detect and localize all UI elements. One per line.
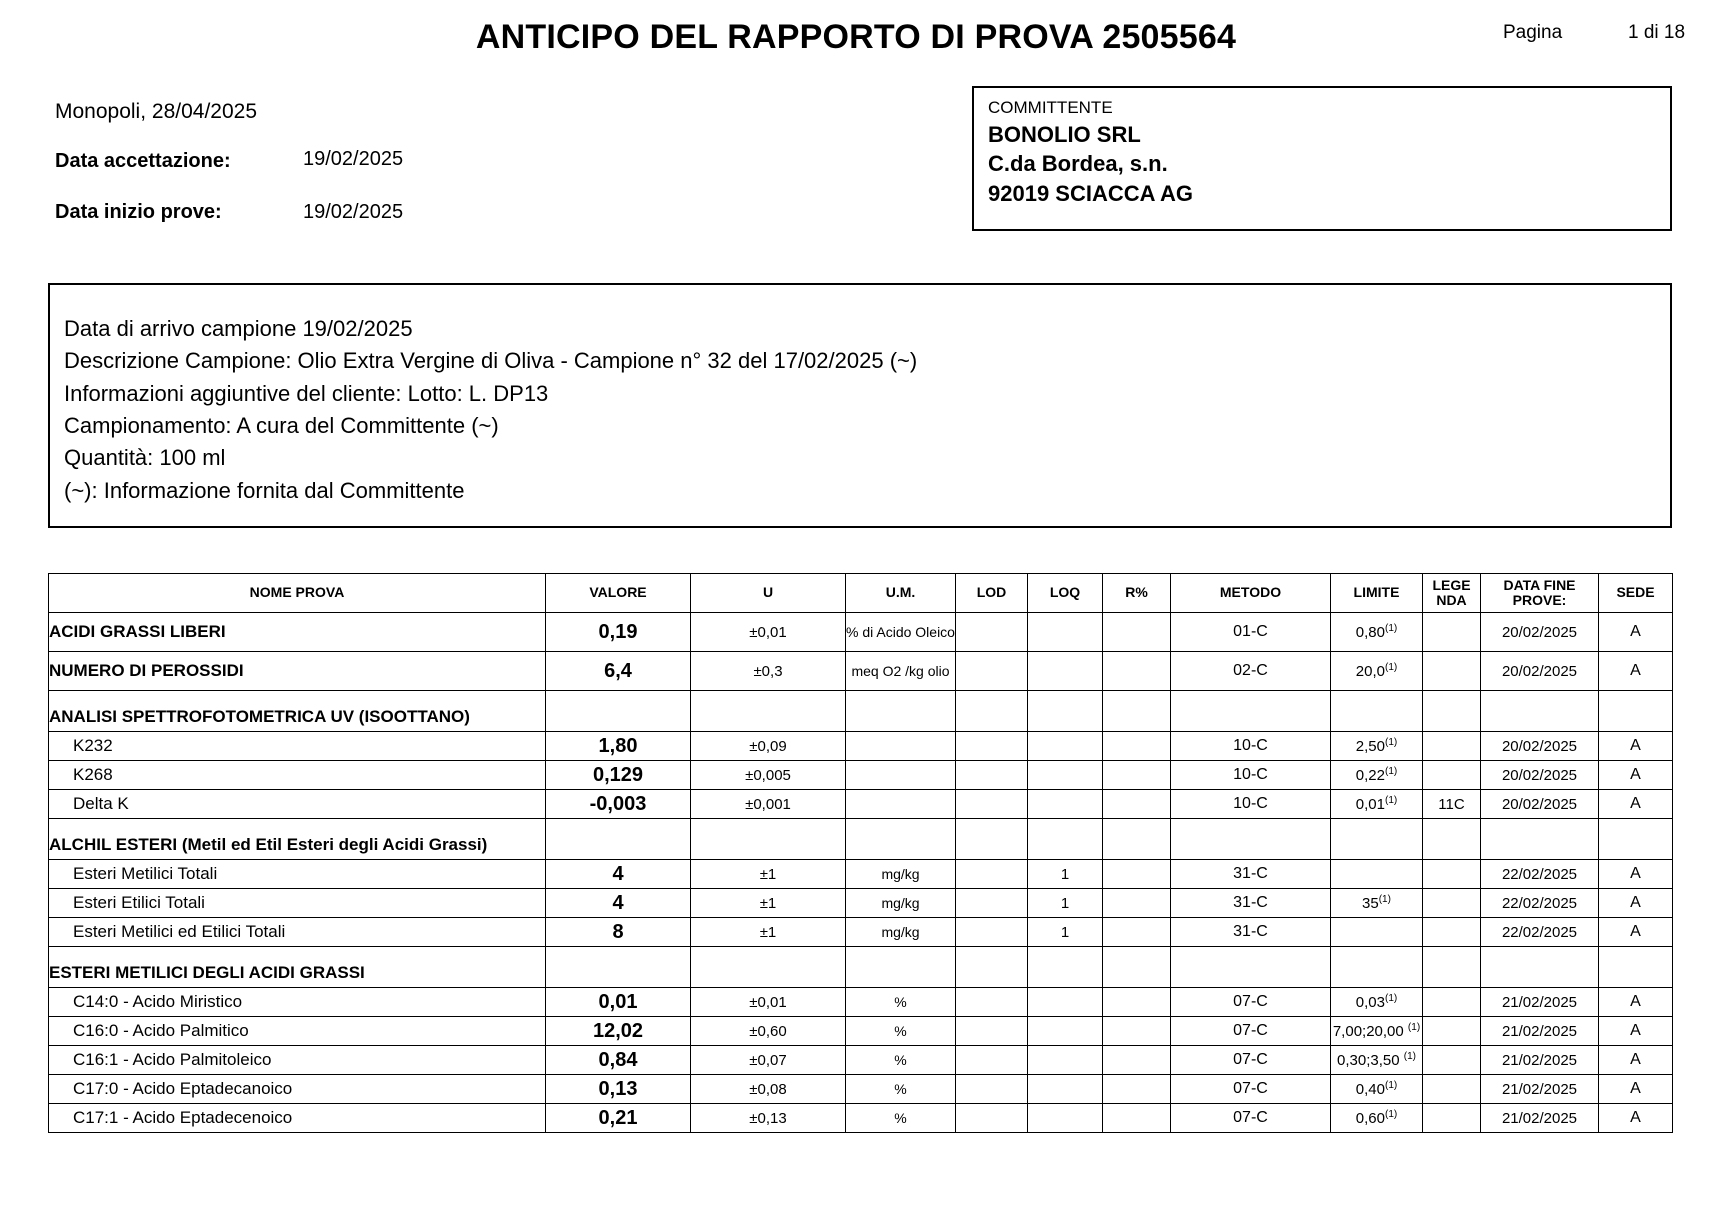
- results-table-wrap: [48, 573, 1672, 1133]
- table-row: [49, 819, 1673, 860]
- cell-u: ±0,01: [691, 988, 846, 1017]
- data-accettazione-label: Data accettazione:: [55, 150, 231, 172]
- cell-nome-prova: NUMERO DI PEROSSIDI: [49, 652, 546, 691]
- cell-limite: 0,03$^{(1)}$: [1331, 988, 1423, 1017]
- cell-r-percent: [1103, 918, 1171, 947]
- cell-nome-prova: Esteri Metilici Totali: [49, 860, 546, 889]
- cell-um: [846, 761, 956, 790]
- cell-valore: -0,003: [546, 790, 691, 819]
- cell-um: %: [846, 1017, 956, 1046]
- cell-limite: 0,22$^{(1)}$: [1331, 761, 1423, 790]
- cell-sede: A: [1599, 761, 1673, 790]
- cell-nome-prova: ANALISI SPETTROFOTOMETRICA UV (ISOOTTANO): [49, 691, 546, 732]
- cell-metodo: 07-C: [1171, 1046, 1331, 1075]
- cell-metodo: 31-C: [1171, 889, 1331, 918]
- cell-limite: [1331, 860, 1423, 889]
- cell-sede: A: [1599, 790, 1673, 819]
- cell-sede: A: [1599, 652, 1673, 691]
- cell-r-percent: [1103, 761, 1171, 790]
- cell-lod: [956, 652, 1028, 691]
- cell-valore: 0,01: [546, 988, 691, 1017]
- cell-sede: [1599, 947, 1673, 988]
- col-header-nome-prova: NOME PROVA: [49, 574, 546, 613]
- cell-um: %: [846, 1046, 956, 1075]
- cell-loq: [1028, 691, 1103, 732]
- cell-metodo: 02-C: [1171, 652, 1331, 691]
- cell-um: %: [846, 1104, 956, 1133]
- col-header-um: U.M.: [846, 574, 956, 613]
- cell-u: ±0,07: [691, 1046, 846, 1075]
- cell-loq: [1028, 652, 1103, 691]
- cell-r-percent: [1103, 889, 1171, 918]
- cell-limite: 35$^{(1)}$: [1331, 889, 1423, 918]
- cell-limite: 2,50$^{(1)}$: [1331, 732, 1423, 761]
- col-header-data-fine-prove: DATA FINE PROVE:: [1481, 574, 1599, 613]
- cell-sede: A: [1599, 1046, 1673, 1075]
- sample-line: Campionamento: A cura del Committente (~): [64, 412, 499, 438]
- cell-valore: [546, 947, 691, 988]
- cell-u: ±0,005: [691, 761, 846, 790]
- cell-u: ±1: [691, 860, 846, 889]
- cell-legenda: 11C: [1423, 790, 1481, 819]
- cell-r-percent: [1103, 652, 1171, 691]
- cell-lod: [956, 1046, 1028, 1075]
- cell-u: ±0,3: [691, 652, 846, 691]
- cell-valore: [546, 819, 691, 860]
- cell-legenda: [1423, 652, 1481, 691]
- cell-valore: 6,4: [546, 652, 691, 691]
- cell-lod: [956, 732, 1028, 761]
- cell-metodo: 10-C: [1171, 761, 1331, 790]
- cell-legenda: [1423, 1046, 1481, 1075]
- cell-loq: [1028, 947, 1103, 988]
- table-row: [49, 918, 1673, 947]
- cell-legenda: [1423, 1017, 1481, 1046]
- cell-legenda: [1423, 1075, 1481, 1104]
- cell-valore: 1,80: [546, 732, 691, 761]
- table-row: [49, 988, 1673, 1017]
- cell-data-fine-prove: 20/02/2025: [1481, 732, 1599, 761]
- cell-r-percent: [1103, 860, 1171, 889]
- sample-line: Data di arrivo campione 19/02/2025: [64, 316, 413, 341]
- cell-lod: [956, 860, 1028, 889]
- cell-r-percent: [1103, 1075, 1171, 1104]
- cell-legenda: [1423, 918, 1481, 947]
- cell-u: ±0,08: [691, 1075, 846, 1104]
- cell-um: % di Acido Oleico: [846, 613, 956, 652]
- data-accettazione-row: [55, 148, 855, 175]
- table-row: [49, 1075, 1673, 1104]
- col-header-sede: SEDE: [1599, 574, 1673, 613]
- cell-lod: [956, 1075, 1028, 1104]
- cell-metodo: [1171, 691, 1331, 732]
- cell-sede: A: [1599, 860, 1673, 889]
- cell-data-fine-prove: 21/02/2025: [1481, 1104, 1599, 1133]
- cell-nome-prova: Esteri Etilici Totali: [49, 889, 546, 918]
- cell-r-percent: [1103, 790, 1171, 819]
- committente-box: [972, 86, 1672, 231]
- col-header-lod: LOD: [956, 574, 1028, 613]
- cell-sede: A: [1599, 918, 1673, 947]
- table-row: [49, 761, 1673, 790]
- cell-limite: [1331, 691, 1423, 732]
- document-header: [0, 0, 1712, 62]
- cell-nome-prova: C17:1 - Acido Eptadecenoico: [49, 1104, 546, 1133]
- cell-um: %: [846, 988, 956, 1017]
- cell-limite: [1331, 819, 1423, 860]
- col-header-legenda: LEGE NDA: [1423, 574, 1481, 613]
- table-row: [49, 947, 1673, 988]
- cell-sede: A: [1599, 988, 1673, 1017]
- cell-legenda: [1423, 947, 1481, 988]
- cell-um: [846, 790, 956, 819]
- report-meta: [55, 100, 855, 230]
- sample-line: (~): Informazione fornita dal Committente: [64, 477, 465, 503]
- cell-sede: A: [1599, 613, 1673, 652]
- cell-valore: 4: [546, 889, 691, 918]
- cell-metodo: [1171, 947, 1331, 988]
- table-row: [49, 613, 1673, 652]
- col-header-u: U: [691, 574, 846, 613]
- cell-u: ±0,001: [691, 790, 846, 819]
- sample-info-box: [48, 283, 1672, 528]
- cell-um: %: [846, 1075, 956, 1104]
- cell-legenda: [1423, 613, 1481, 652]
- cell-sede: [1599, 819, 1673, 860]
- cell-r-percent: [1103, 613, 1171, 652]
- cell-loq: 1: [1028, 860, 1103, 889]
- cell-legenda: [1423, 819, 1481, 860]
- committente-city: 92019 SCIACCA AG: [988, 180, 1193, 206]
- cell-nome-prova: K232: [49, 732, 546, 761]
- cell-nome-prova: C17:0 - Acido Eptadecanoico: [49, 1075, 546, 1104]
- cell-data-fine-prove: 22/02/2025: [1481, 860, 1599, 889]
- cell-lod: [956, 947, 1028, 988]
- cell-valore: 0,84: [546, 1046, 691, 1075]
- cell-nome-prova: Delta K: [49, 790, 546, 819]
- cell-legenda: [1423, 889, 1481, 918]
- cell-lod: [956, 918, 1028, 947]
- cell-um: mg/kg: [846, 860, 956, 889]
- results-table-body: [49, 613, 1673, 1133]
- col-header-loq: LOQ: [1028, 574, 1103, 613]
- data-inizio-prove-row: [55, 201, 855, 224]
- cell-metodo: 10-C: [1171, 732, 1331, 761]
- cell-limite: 20,0$^{(1)}$: [1331, 652, 1423, 691]
- cell-metodo: 07-C: [1171, 1104, 1331, 1133]
- cell-lod: [956, 691, 1028, 732]
- page-title: ANTICIPO DEL RAPPORTO DI PROVA 2505564: [475, 18, 1237, 56]
- cell-r-percent: [1103, 988, 1171, 1017]
- cell-sede: A: [1599, 889, 1673, 918]
- table-row: [49, 1046, 1673, 1075]
- cell-metodo: 31-C: [1171, 918, 1331, 947]
- sample-line: Quantità: 100 ml: [64, 445, 226, 471]
- cell-nome-prova: C16:1 - Acido Palmitoleico: [49, 1046, 546, 1075]
- col-header-rpercent: R%: [1103, 574, 1171, 613]
- cell-r-percent: [1103, 1017, 1171, 1046]
- cell-limite: 0,40$^{(1)}$: [1331, 1075, 1423, 1104]
- cell-u: ±1: [691, 889, 846, 918]
- cell-loq: [1028, 790, 1103, 819]
- cell-nome-prova: K268: [49, 761, 546, 790]
- cell-data-fine-prove: 21/02/2025: [1481, 1075, 1599, 1104]
- table-row: [49, 691, 1673, 732]
- cell-nome-prova: ESTERI METILICI DEGLI ACIDI GRASSI: [49, 947, 546, 988]
- cell-u: [691, 691, 846, 732]
- cell-lod: [956, 1017, 1028, 1046]
- cell-um: [846, 819, 956, 860]
- cell-valore: 8: [546, 918, 691, 947]
- cell-limite: 0,60$^{(1)}$: [1331, 1104, 1423, 1133]
- cell-u: [691, 819, 846, 860]
- cell-data-fine-prove: 21/02/2025: [1481, 1017, 1599, 1046]
- cell-sede: A: [1599, 1017, 1673, 1046]
- cell-limite: 0,80$^{(1)}$: [1331, 613, 1423, 652]
- cell-um: [846, 947, 956, 988]
- cell-legenda: [1423, 732, 1481, 761]
- city-date: Monopoli, 28/04/2025: [55, 100, 257, 123]
- page-number: 1 di 18: [1628, 22, 1686, 43]
- cell-limite: 7,00;20,00 $^{(1)}$: [1331, 1017, 1423, 1046]
- cell-data-fine-prove: 20/02/2025: [1481, 613, 1599, 652]
- data-inizio-prove-label: Data inizio prove:: [55, 201, 222, 223]
- cell-lod: [956, 1104, 1028, 1133]
- cell-metodo: 07-C: [1171, 1017, 1331, 1046]
- table-row: [49, 732, 1673, 761]
- cell-metodo: 07-C: [1171, 988, 1331, 1017]
- committente-label: COMMITTENTE: [988, 98, 1113, 117]
- cell-metodo: 31-C: [1171, 860, 1331, 889]
- cell-loq: [1028, 819, 1103, 860]
- table-row: [49, 1104, 1673, 1133]
- cell-loq: [1028, 613, 1103, 652]
- table-header-row: [49, 574, 1673, 613]
- cell-legenda: [1423, 761, 1481, 790]
- cell-um: mg/kg: [846, 889, 956, 918]
- cell-data-fine-prove: 20/02/2025: [1481, 761, 1599, 790]
- cell-valore: 12,02: [546, 1017, 691, 1046]
- cell-nome-prova: ACIDI GRASSI LIBERI: [49, 613, 546, 652]
- cell-lod: [956, 761, 1028, 790]
- data-inizio-prove-value: 19/02/2025: [303, 201, 404, 223]
- cell-limite: [1331, 947, 1423, 988]
- cell-r-percent: [1103, 947, 1171, 988]
- cell-legenda: [1423, 691, 1481, 732]
- cell-loq: [1028, 1104, 1103, 1133]
- table-row: [49, 889, 1673, 918]
- cell-u: ±1: [691, 918, 846, 947]
- cell-sede: [1599, 691, 1673, 732]
- cell-u: ±0,13: [691, 1104, 846, 1133]
- results-table: [48, 573, 1673, 1133]
- table-row: [49, 860, 1673, 889]
- cell-data-fine-prove: [1481, 947, 1599, 988]
- committente-name: BONOLIO SRL: [988, 122, 1141, 147]
- cell-u: ±0,09: [691, 732, 846, 761]
- cell-loq: [1028, 1017, 1103, 1046]
- cell-data-fine-prove: 21/02/2025: [1481, 1046, 1599, 1075]
- cell-lod: [956, 889, 1028, 918]
- cell-valore: 4: [546, 860, 691, 889]
- cell-loq: [1028, 988, 1103, 1017]
- cell-r-percent: [1103, 691, 1171, 732]
- cell-lod: [956, 988, 1028, 1017]
- cell-um: [846, 691, 956, 732]
- cell-nome-prova: C14:0 - Acido Miristico: [49, 988, 546, 1017]
- cell-sede: A: [1599, 1104, 1673, 1133]
- table-row: [49, 652, 1673, 691]
- cell-metodo: 01-C: [1171, 613, 1331, 652]
- cell-r-percent: [1103, 1104, 1171, 1133]
- cell-loq: [1028, 1075, 1103, 1104]
- cell-limite: [1331, 918, 1423, 947]
- cell-limite: 0,01$^{(1)}$: [1331, 790, 1423, 819]
- cell-sede: A: [1599, 1075, 1673, 1104]
- cell-loq: 1: [1028, 889, 1103, 918]
- cell-data-fine-prove: [1481, 819, 1599, 860]
- col-header-valore: VALORE: [546, 574, 691, 613]
- cell-valore: 0,13: [546, 1075, 691, 1104]
- cell-metodo: 07-C: [1171, 1075, 1331, 1104]
- results-table-head: [49, 574, 1673, 613]
- cell-valore: [546, 691, 691, 732]
- cell-data-fine-prove: 20/02/2025: [1481, 790, 1599, 819]
- cell-lod: [956, 613, 1028, 652]
- cell-lod: [956, 790, 1028, 819]
- cell-metodo: [1171, 819, 1331, 860]
- data-accettazione-value: 19/02/2025: [303, 148, 404, 170]
- cell-r-percent: [1103, 819, 1171, 860]
- cell-data-fine-prove: 22/02/2025: [1481, 918, 1599, 947]
- cell-nome-prova: ALCHIL ESTERI (Metil ed Etil Esteri degli Acidi Grassi): [49, 819, 546, 860]
- page-label: Pagina: [1503, 22, 1563, 43]
- cell-legenda: [1423, 1104, 1481, 1133]
- cell-lod: [956, 819, 1028, 860]
- cell-nome-prova: Esteri Metilici ed Etilici Totali: [49, 918, 546, 947]
- cell-data-fine-prove: [1481, 691, 1599, 732]
- table-row: [49, 1017, 1673, 1046]
- cell-limite: 0,30;3,50 $^{(1)}$: [1331, 1046, 1423, 1075]
- sample-line: Informazioni aggiuntive del cliente: Lotto: L. DP13: [64, 380, 549, 406]
- table-row: [49, 790, 1673, 819]
- cell-data-fine-prove: 21/02/2025: [1481, 988, 1599, 1017]
- cell-legenda: [1423, 860, 1481, 889]
- cell-um: [846, 732, 956, 761]
- col-header-limite: LIMITE: [1331, 574, 1423, 613]
- cell-loq: [1028, 732, 1103, 761]
- cell-u: ±0,01: [691, 613, 846, 652]
- cell-valore: 0,21: [546, 1104, 691, 1133]
- cell-um: mg/kg: [846, 918, 956, 947]
- cell-u: [691, 947, 846, 988]
- cell-valore: 0,19: [546, 613, 691, 652]
- committente-address: C.da Bordea, s.n.: [988, 151, 1168, 177]
- cell-data-fine-prove: 22/02/2025: [1481, 889, 1599, 918]
- sample-line: Descrizione Campione: Olio Extra Vergine di Oliva - Campione n° 32 del 17/02/2025 (~): [64, 348, 918, 374]
- cell-metodo: 10-C: [1171, 790, 1331, 819]
- cell-data-fine-prove: 20/02/2025: [1481, 652, 1599, 691]
- cell-um: meq O2 /kg olio: [846, 652, 956, 691]
- cell-loq: [1028, 761, 1103, 790]
- cell-r-percent: [1103, 732, 1171, 761]
- cell-loq: 1: [1028, 918, 1103, 947]
- cell-loq: [1028, 1046, 1103, 1075]
- cell-valore: 0,129: [546, 761, 691, 790]
- cell-u: ±0,60: [691, 1017, 846, 1046]
- cell-sede: A: [1599, 732, 1673, 761]
- cell-nome-prova: C16:0 - Acido Palmitico: [49, 1017, 546, 1046]
- col-header-metodo: METODO: [1171, 574, 1331, 613]
- cell-legenda: [1423, 988, 1481, 1017]
- cell-r-percent: [1103, 1046, 1171, 1075]
